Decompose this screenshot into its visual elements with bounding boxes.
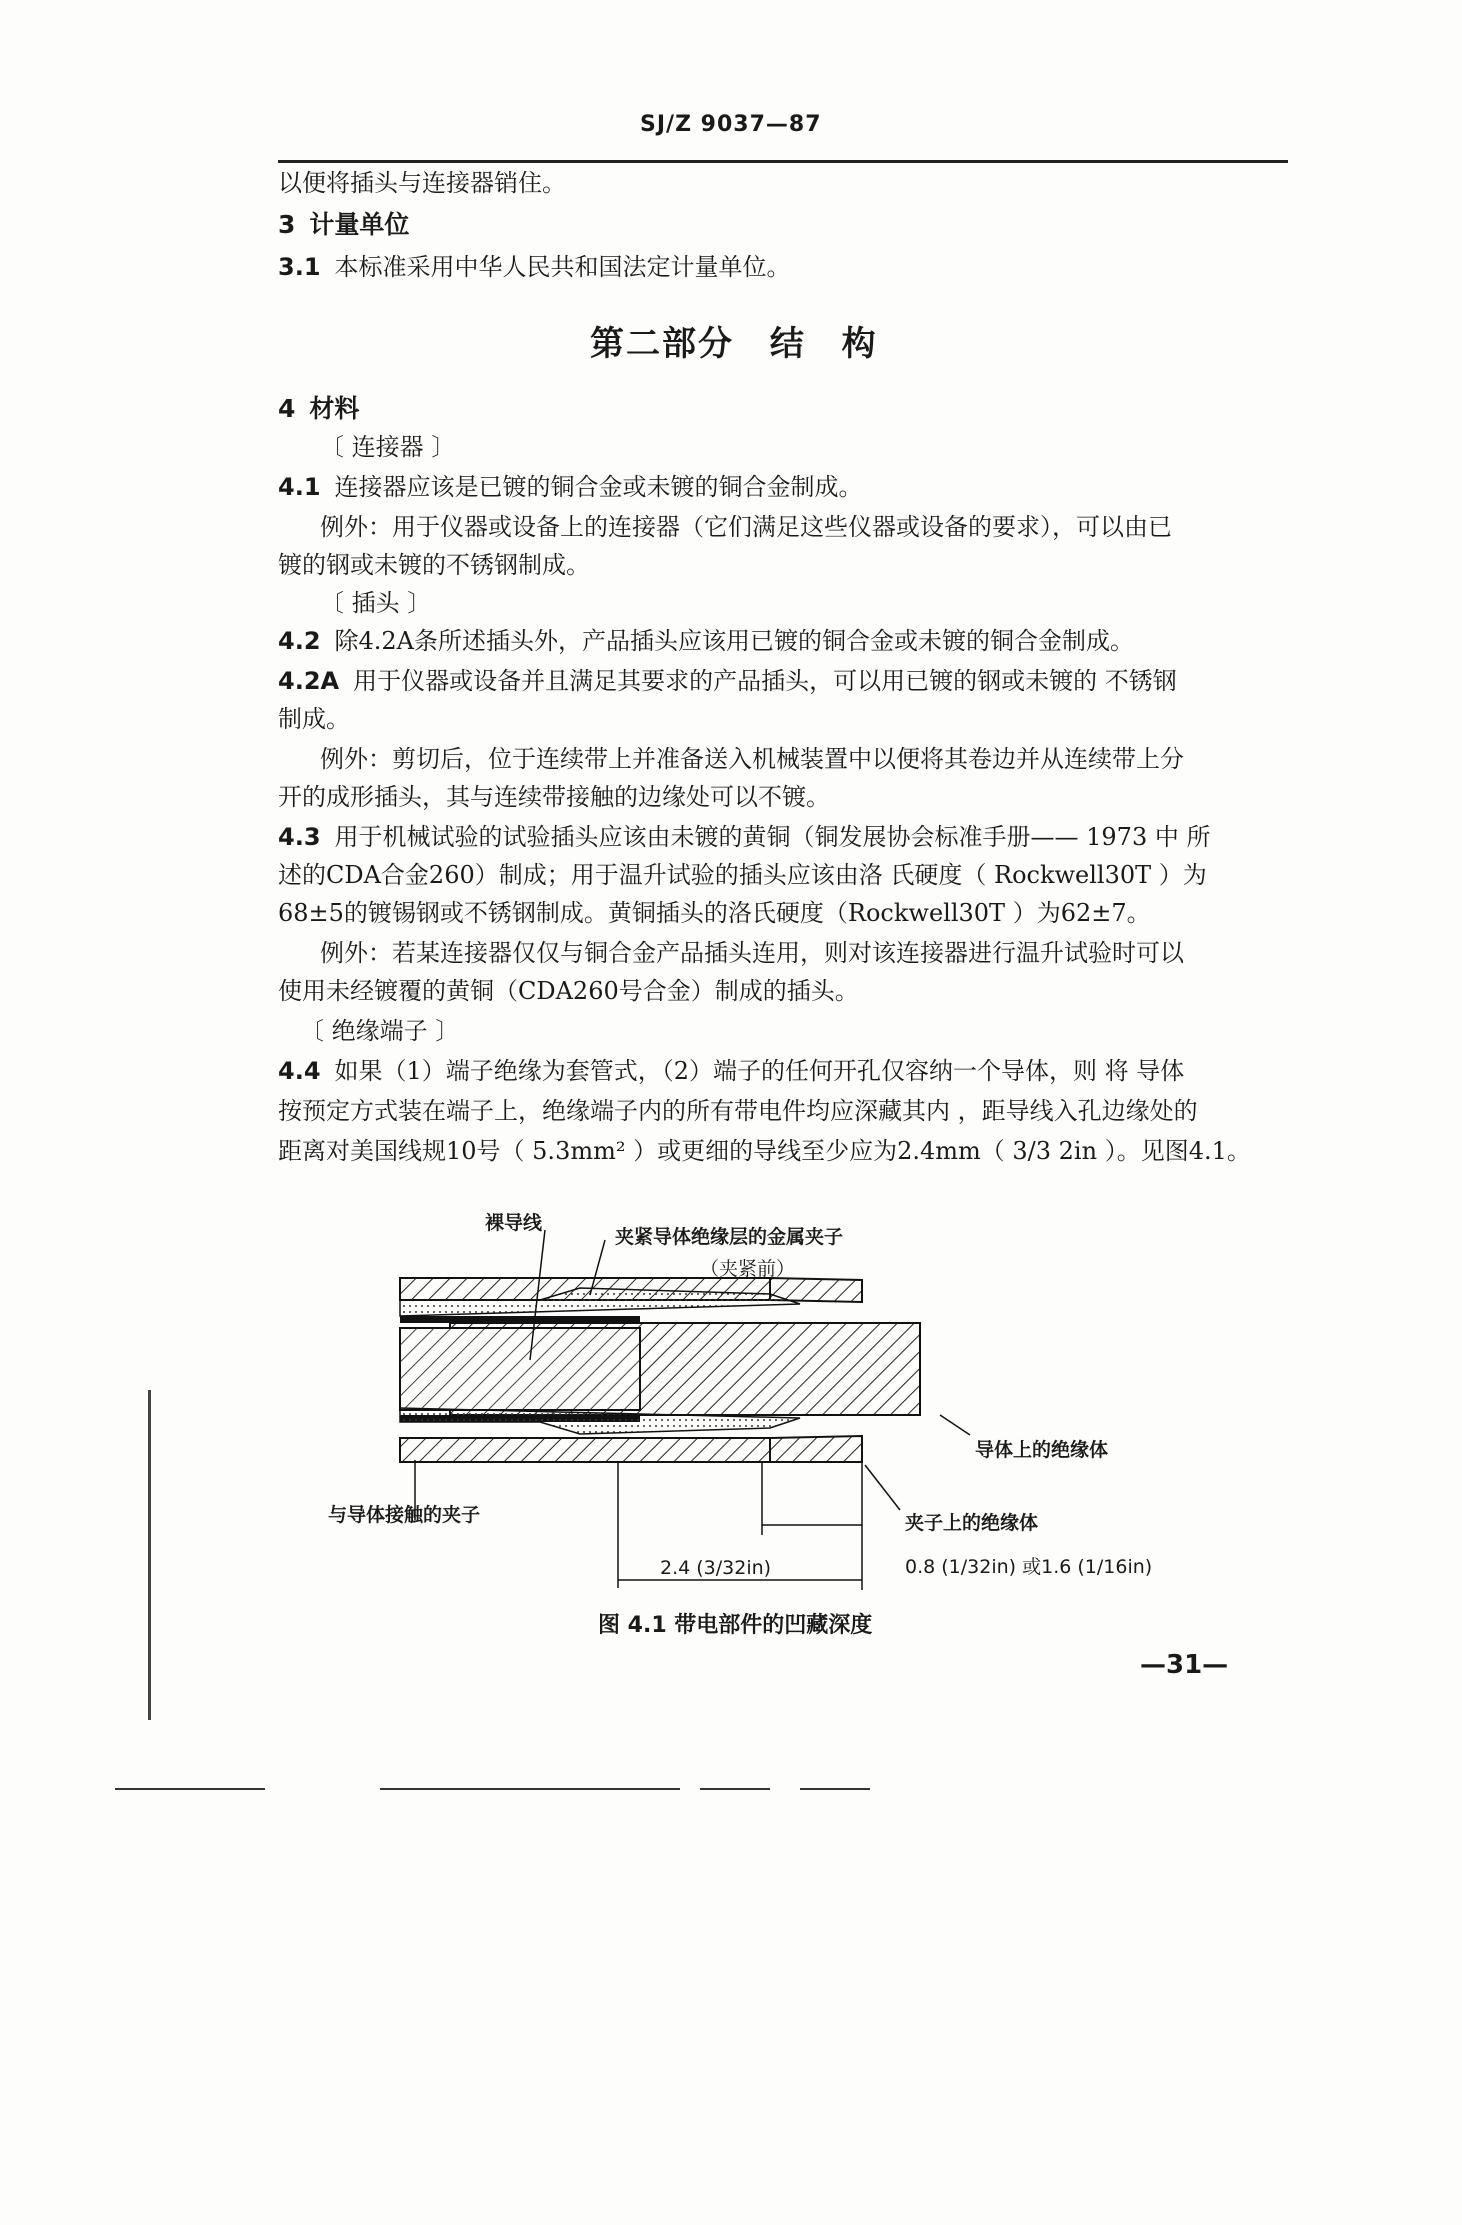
clause-4-4-number: 4.4	[278, 1057, 321, 1085]
clause-4-2	[278, 624, 1288, 658]
dimension-2-4mm: 2.4 (3/32in)	[660, 1557, 772, 1579]
clause-4-1-exception-line-1: 例外：用于仪器或设备上的连接器（它们满足这些仪器或设备的要求），可以由已	[320, 513, 1172, 541]
clause-3-1-number: 3.1	[278, 253, 321, 281]
subheading-insulated-terminal: 〔 绝缘端子 〕	[300, 1017, 460, 1045]
clause-4-3-text-line-3: 68±5的镀锡钢或不锈钢制成。黄铜插头的洛氏硬度（Rockwell30T ）为62±7。	[278, 899, 1151, 927]
clause-4-2a-exception-line-2: 开的成形插头，其与连续带接触的边缘处可以不镀。	[278, 783, 830, 811]
label-conductor-insulation: 导体上的绝缘体	[975, 1439, 1109, 1461]
clause-4-1-exception-line-2: 镀的钢或未镀的不锈钢制成。	[278, 551, 590, 579]
clause-4-4-text-line-1: 如果（1）端子绝缘为套管式，（2）端子的任何开孔仅容纳一个导体，则 将 导体	[334, 1057, 1185, 1085]
section-4-heading	[278, 392, 1288, 426]
clause-4-2a-text-line-1: 用于仪器或设备并且满足其要求的产品插头，可以用已镀的钢或未镀的 不锈钢	[353, 667, 1177, 695]
lower-clamp-plate	[400, 1438, 770, 1462]
clause-4-1	[278, 470, 1288, 504]
clause-4-2-number: 4.2	[278, 627, 321, 655]
label-bare-wire: 裸导线	[485, 1212, 543, 1234]
upper-conductor-edge	[400, 1316, 640, 1323]
leader-conductor-insulation	[940, 1415, 970, 1435]
clause-4-3-text-line-2: 述的CDA合金260）制成；用于温升试验的插头应该由洛 氏硬度（ Rockwell30T ）为	[278, 861, 1207, 889]
clause-4-2a-exception-line-1: 例外：剪切后，位于连续带上并准备送入机械装置中以便将其卷边并从连续带上分	[320, 745, 1184, 773]
clause-4-2a	[278, 664, 1288, 698]
label-contact-clamp: 与导体接触的夹子	[328, 1504, 481, 1526]
scan-bottom-rule-1	[115, 1788, 265, 1790]
clause-4-1-text: 连接器应该是已镀的铜合金或未镀的铜合金制成。	[334, 473, 863, 501]
section-3-number: 3	[278, 210, 296, 239]
label-clamp-insulation: 夹子上的绝缘体	[905, 1512, 1039, 1534]
bare-wire-core-hatch	[400, 1328, 640, 1410]
clause-4-4-text-line-3: 距离对美国线规10号（ 5.3mm² ）或更细的导线至少应为2.4mm（ 3/3 2in ）。见图4.1。	[278, 1137, 1251, 1165]
part-title: 第二部分 结 构	[590, 324, 878, 364]
page-number: —31—	[1140, 1650, 1229, 1680]
clause-4-2-text: 除4.2A条所述插头外，产品插头应该用已镀的铜合金或未镀的铜合金制成。	[334, 627, 1135, 655]
clause-3-1-text: 本标准采用中华人民共和国法定计量单位。	[334, 253, 791, 281]
clause-4-1-number: 4.1	[278, 473, 321, 501]
lower-clamp-extension	[770, 1436, 862, 1462]
clause-4-4-text-line-2: 按预定方式装在端子上，绝缘端子内的所有带电件均应深藏其内 ，距导线入孔边缘处的	[278, 1097, 1198, 1125]
scan-bottom-rule-2	[380, 1788, 680, 1790]
scan-bottom-rule-4	[800, 1788, 870, 1790]
section-4-title: 材料	[309, 394, 360, 423]
clause-4-3-exception-line-2: 使用未经镀覆的黄铜（CDA260号合金）制成的插头。	[278, 977, 859, 1005]
figure-4-1-drawing	[300, 1190, 1280, 1600]
figure-caption: 图 4.1 带电部件的凹藏深度	[598, 1613, 873, 1638]
subheading-plug: 〔 插头 〕	[320, 589, 432, 617]
clause-4-2a-text-line-2: 制成。	[278, 705, 350, 733]
section-3-title: 计量单位	[309, 210, 410, 239]
label-before-clamp: （夹紧前）	[700, 1258, 796, 1280]
scan-edge-mark	[148, 1390, 151, 1720]
continuation-text: 以便将插头与连接器销住。	[278, 169, 566, 197]
clause-4-4	[278, 1054, 1288, 1088]
clause-4-3	[278, 820, 1288, 854]
clause-4-3-text-line-1: 用于机械试验的试验插头应该由未镀的黄铜（铜发展协会标准手册—— 1973 中 所	[334, 823, 1211, 851]
section-3-heading	[278, 208, 1288, 242]
standard-code-header: SJ/Z 9037—87	[640, 112, 822, 137]
dimension-0-8mm: 0.8 (1/32in) 或1.6 (1/16in)	[905, 1556, 1153, 1578]
label-insulation-clamp: 夹紧导体绝缘层的金属夹子	[615, 1226, 844, 1248]
section-4-number: 4	[278, 394, 296, 423]
clause-4-2a-number: 4.2A	[278, 667, 340, 695]
header-rule	[278, 160, 1288, 163]
clause-4-3-number: 4.3	[278, 823, 321, 851]
scan-bottom-rule-3	[700, 1788, 770, 1790]
clause-3-1	[278, 250, 1288, 284]
subheading-connector: 〔 连接器 〕	[320, 433, 456, 461]
clause-4-3-exception-line-1: 例外：若某连接器仅仅与铜合金产品插头连用，则对该连接器进行温升试验时可以	[320, 939, 1184, 967]
leader-clamp-insulation	[865, 1465, 900, 1510]
